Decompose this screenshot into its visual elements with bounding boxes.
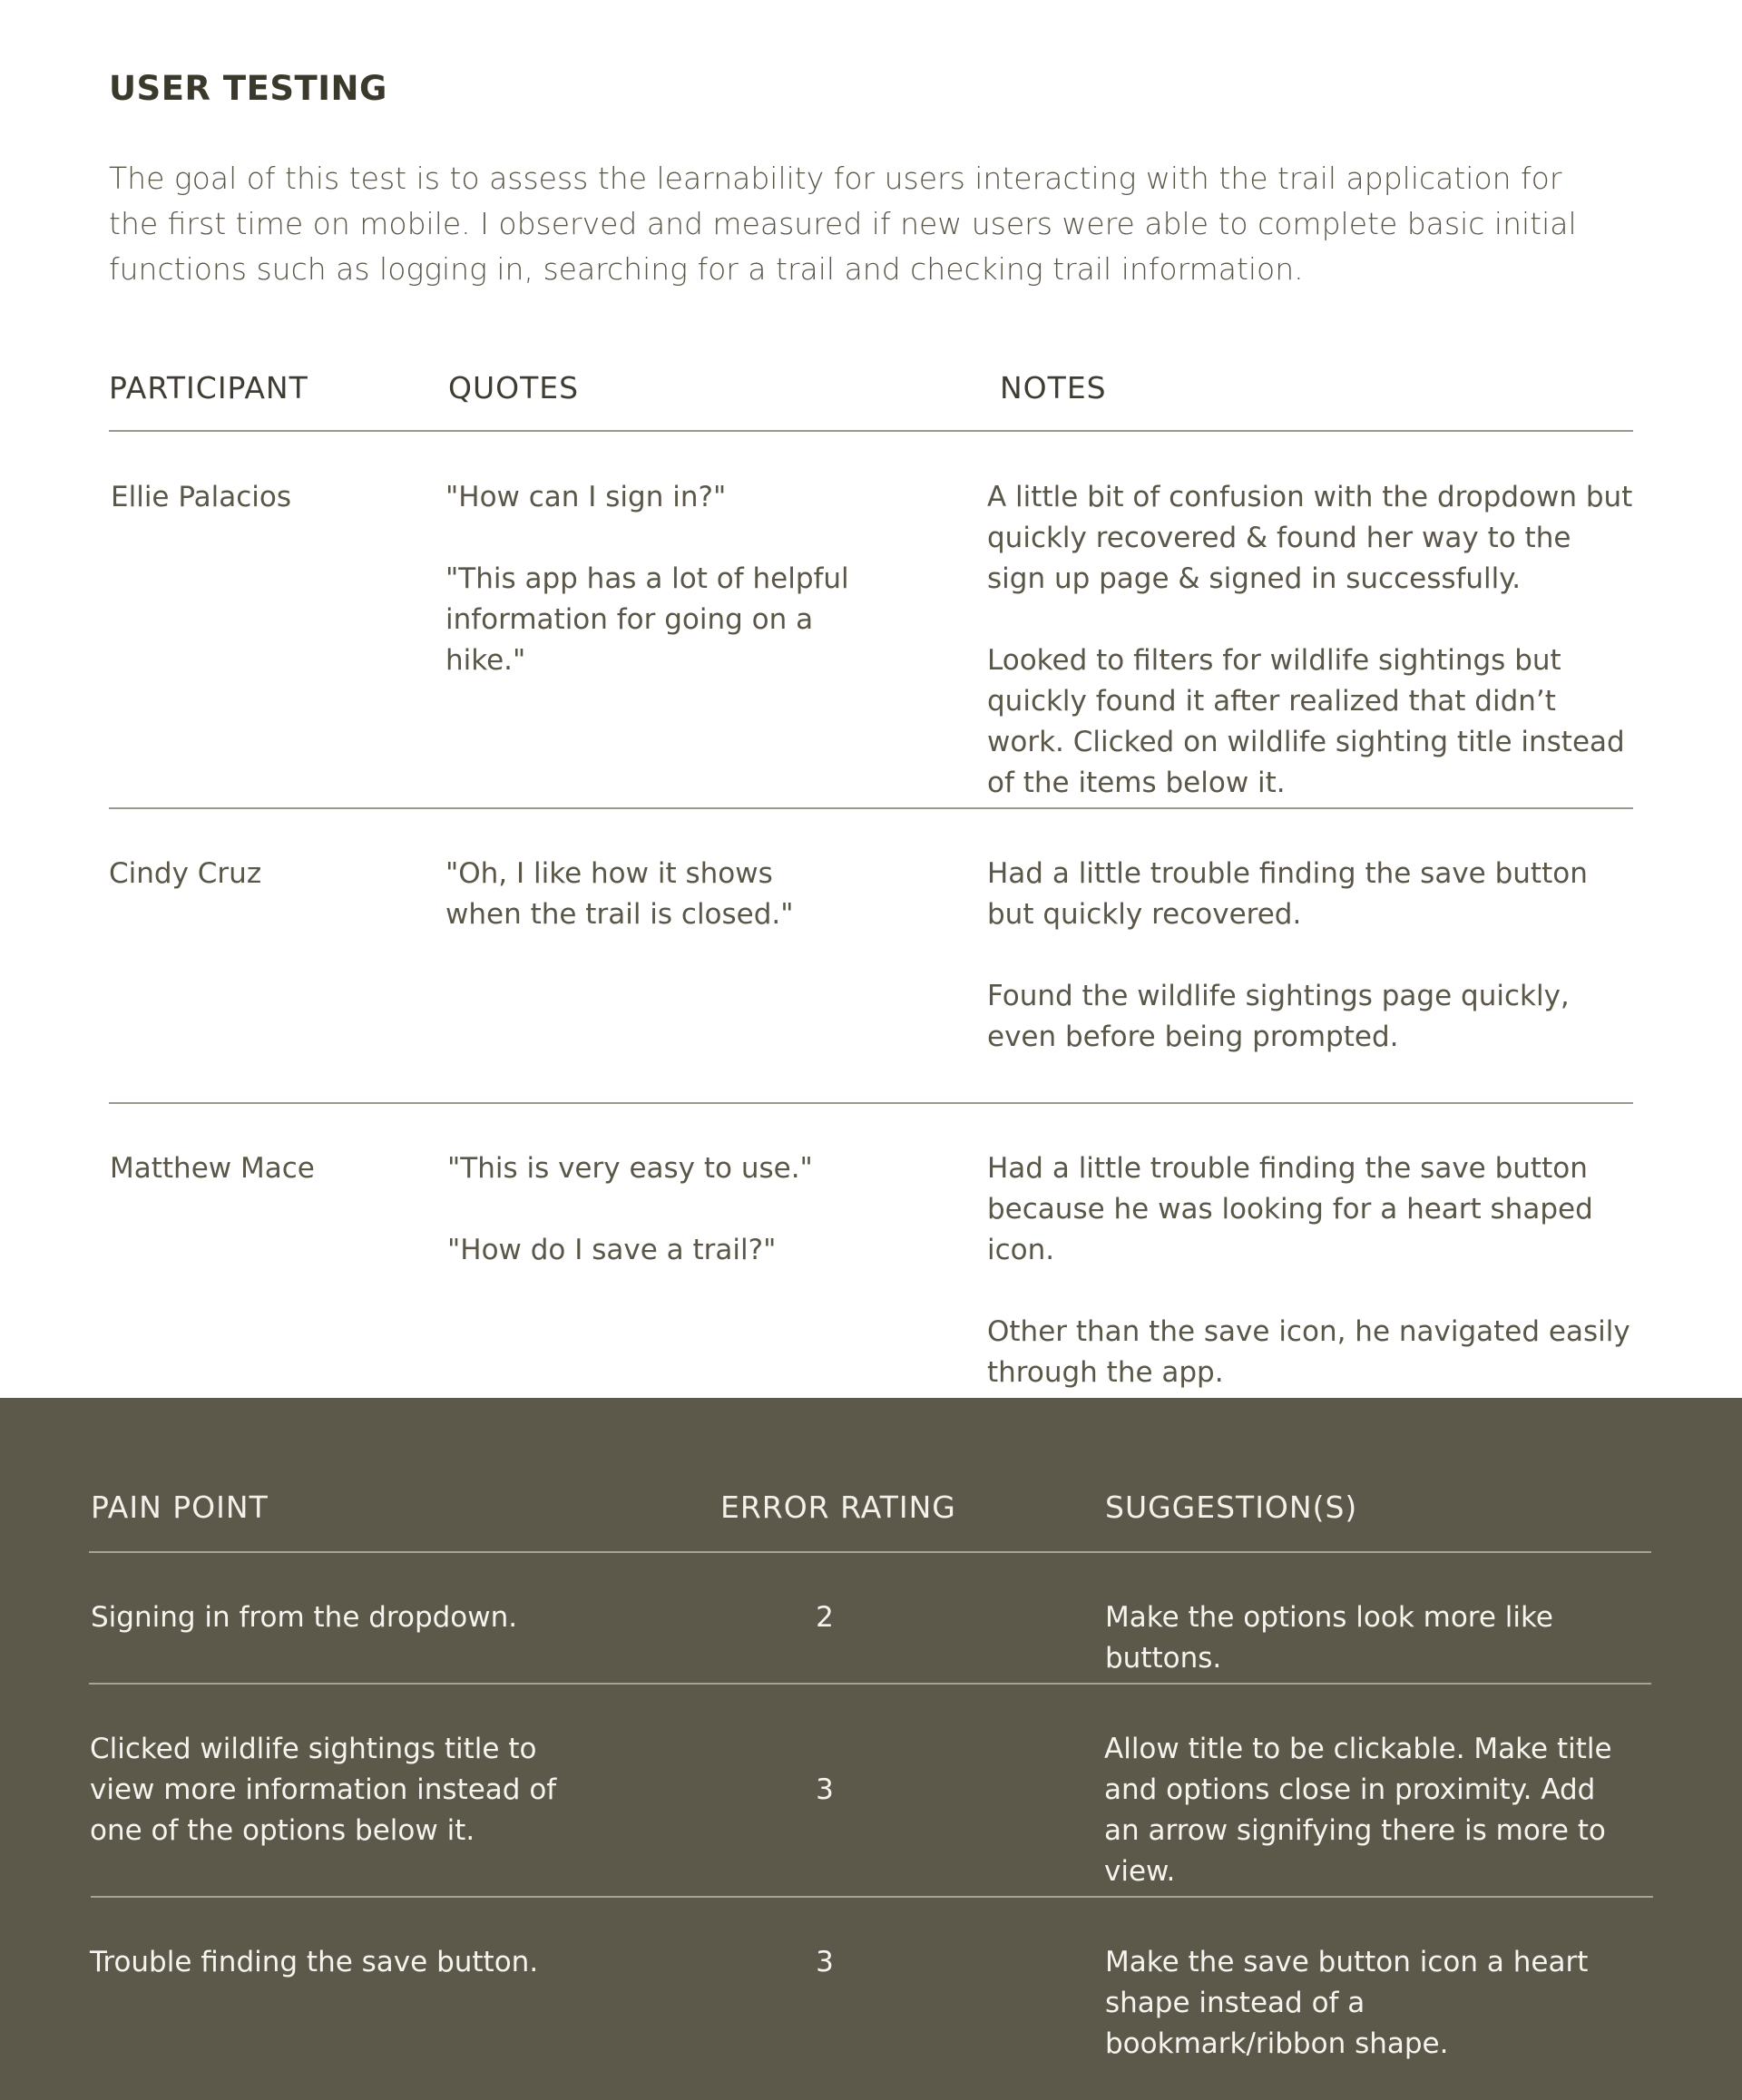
participant-notes: [987, 1148, 1633, 1393]
intro-paragraph: The goal of this test is to assess the learnability for users interacting with the trail application for the first time on mobile. I observed and measured if new users were able to complete basic initial functions such as logging in, searching for a trail and checking trail information.: [109, 161, 1577, 287]
divider: [91, 1896, 1653, 1898]
participant-quotes: [447, 1148, 856, 1271]
note: A little bit of confusion with the dropdown but quickly recovered & found her way to the sign up page & signed in successfully.: [987, 481, 1633, 595]
participant-name: Matthew Mace: [110, 1152, 315, 1185]
pain-point: Signing in from the dropdown.: [91, 1601, 518, 1634]
note: Had a little trouble finding the save button because he was looking for a heart shaped icon.: [987, 1152, 1593, 1266]
note: Had a little trouble finding the save button but quickly recovered.: [987, 857, 1588, 931]
quote: "How do I save a trail?": [447, 1234, 777, 1266]
divider: [109, 1102, 1633, 1104]
section-title: USER TESTING: [109, 69, 387, 108]
participant-name: Ellie Palacios: [111, 481, 292, 513]
suggestion: Allow title to be clickable. Make title and options close in proximity. Add an arrow signifying there is more to view.: [1104, 1733, 1612, 1888]
participant-name: Cindy Cruz: [109, 857, 262, 890]
participant-quotes: [445, 854, 854, 935]
error-rating: 3: [816, 1946, 834, 1978]
pain-point: Clicked wildlife sightings title to view more information instead of one of the options below it.: [90, 1733, 557, 1847]
note: Looked to filters for wildlife sightings but quickly found it after realized that didn’t work. Clicked on wildlife sighting title instead of the items below it.: [987, 644, 1625, 799]
note: Other than the save icon, he navigated easily through the app.: [987, 1315, 1630, 1389]
suggestion: Make the save button icon a heart shape instead of a bookmark/ribbon shape.: [1105, 1946, 1589, 2060]
header-quotes: QUOTES: [448, 370, 580, 405]
header-notes: NOTES: [1000, 370, 1107, 405]
divider: [89, 1683, 1651, 1685]
quote: "How can I sign in?": [445, 481, 727, 513]
divider: [109, 807, 1633, 809]
participant-notes: [987, 854, 1633, 1058]
participant-notes: [987, 477, 1633, 804]
divider: [89, 1551, 1651, 1553]
header-pain-point: PAIN POINT: [91, 1490, 269, 1525]
error-rating: 2: [816, 1601, 834, 1634]
header-participant: PARTICIPANT: [109, 370, 308, 405]
note: Found the wildlife sightings page quickly, even before being prompted.: [987, 980, 1570, 1053]
header-error-rating: ERROR RATING: [720, 1490, 956, 1525]
header-suggestions: SUGGESTION(S): [1105, 1490, 1358, 1525]
quote: "Oh, I like how it shows when the trail is closed.": [445, 857, 794, 931]
suggestion: Make the options look more like buttons.: [1105, 1601, 1553, 1675]
divider: [109, 430, 1633, 432]
quote: "This is very easy to use.": [447, 1152, 813, 1185]
quote: "This app has a lot of helpful information for going on a hike.": [445, 562, 849, 677]
participant-quotes: [445, 477, 854, 681]
error-rating: 3: [816, 1773, 834, 1806]
pain-point: Trouble finding the save button.: [90, 1946, 539, 1978]
